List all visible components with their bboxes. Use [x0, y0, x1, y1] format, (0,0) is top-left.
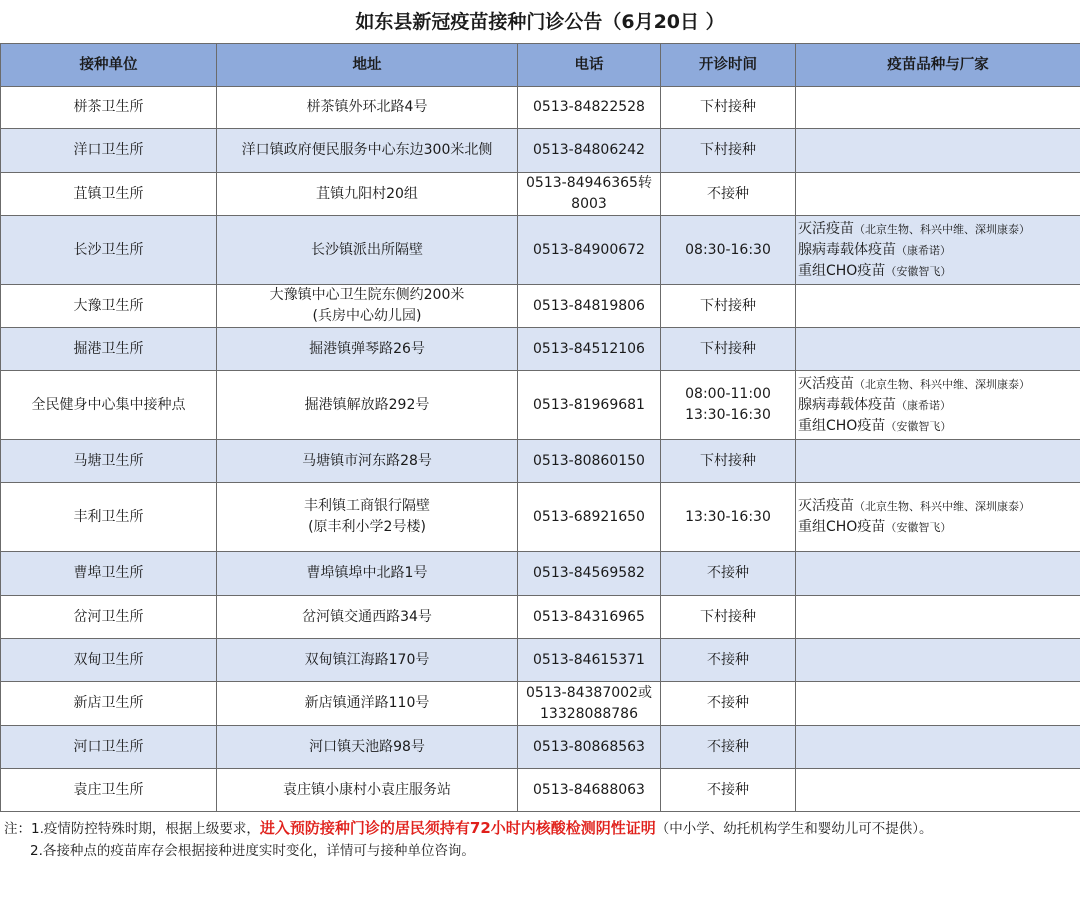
cell-phone — [518, 440, 661, 483]
vaccine-name: 重组CHO疫苗 — [798, 262, 886, 279]
cell-address — [217, 769, 518, 812]
cell-unit: 栟茶卫生所 — [1, 87, 217, 129]
table-body — [1, 87, 1080, 812]
cell-address — [217, 216, 518, 285]
hours-line: 08:00-11:00 — [685, 386, 771, 402]
cell-address — [217, 328, 518, 371]
address-line: 河口镇天池路98号 — [309, 738, 425, 755]
phone-line: 0513-84900672 — [533, 241, 645, 258]
hours-line: 13:30-16:30 — [685, 508, 771, 525]
table-row — [1, 726, 1080, 769]
cell-unit: 掘港卫生所 — [1, 328, 217, 371]
header-vaccine: 疫苗品种与厂家 — [796, 44, 1080, 87]
address-line: 双甸镇江海路170号 — [304, 651, 430, 668]
vaccine-name: 灭活疫苗 — [798, 220, 854, 237]
cell-vaccine — [796, 371, 1080, 440]
cell-vaccine — [796, 483, 1080, 552]
cell-hours — [661, 371, 796, 440]
phone-line: 0513-84569582 — [533, 565, 645, 581]
cell-address — [217, 726, 518, 769]
cell-unit: 双甸卫生所 — [1, 639, 217, 682]
cell-phone — [518, 552, 661, 596]
hours-line: 不接种 — [707, 781, 749, 798]
cell-vaccine — [796, 87, 1080, 129]
cell-phone — [518, 769, 661, 812]
cell-phone — [518, 328, 661, 371]
phone-line: 0513-81969681 — [533, 396, 645, 413]
vaccine-name: 重组CHO疫苗 — [798, 417, 886, 434]
hours-line: 不接种 — [707, 651, 749, 668]
cell-unit: 苴镇卫生所 — [1, 173, 217, 216]
address-line: 曹埠镇埠中北路1号 — [306, 565, 428, 581]
cell-hours — [661, 639, 796, 682]
hours-line: 下村接种 — [700, 452, 756, 469]
vaccine-manufacturer: （北京生物、科兴中维、深圳康泰） — [854, 500, 1030, 513]
cell-unit: 袁庄卫生所 — [1, 769, 217, 812]
hours-line: 13:30-16:30 — [685, 407, 771, 423]
cell-hours — [661, 483, 796, 552]
note-1-suffix: （中小学、幼托机构学生和婴幼儿可不提供）。 — [655, 821, 933, 837]
header-hours: 开诊时间 — [661, 44, 796, 87]
address-line: (原丰利小学2号楼) — [308, 519, 426, 535]
address-line: 丰利镇工商银行隔壁 — [304, 498, 430, 514]
vaccine-name: 重组CHO疫苗 — [798, 519, 886, 535]
cell-hours — [661, 285, 796, 328]
vaccine-name: 灭活疫苗 — [798, 498, 854, 514]
hours-line: 不接种 — [707, 185, 749, 202]
cell-hours — [661, 596, 796, 639]
cell-vaccine — [796, 682, 1080, 726]
address-line: 掘港镇弹琴路26号 — [309, 340, 425, 357]
phone-line: 0513-68921650 — [533, 508, 645, 525]
cell-address — [217, 87, 518, 129]
table-row — [1, 371, 1080, 440]
cell-hours — [661, 552, 796, 596]
cell-vaccine — [796, 129, 1080, 173]
note-line-1 — [4, 817, 933, 840]
cell-unit: 曹埠卫生所 — [1, 552, 217, 596]
header-address: 地址 — [217, 44, 518, 87]
table-row — [1, 552, 1080, 596]
cell-unit: 新店卫生所 — [1, 682, 217, 726]
cell-hours — [661, 682, 796, 726]
cell-address — [217, 596, 518, 639]
table-row — [1, 440, 1080, 483]
phone-line: 0513-80868563 — [533, 738, 645, 755]
phone-line: 8003 — [571, 196, 607, 212]
address-line: 大豫镇中心卫生院东侧约200米 — [269, 287, 465, 303]
cell-unit: 丰利卫生所 — [1, 483, 217, 552]
note-line-2: 2.各接种点的疫苗库存会根据接种进度实时变化，详情可与接种单位咨询。 — [30, 843, 475, 859]
cell-vaccine — [796, 173, 1080, 216]
cell-unit: 岔河卫生所 — [1, 596, 217, 639]
cell-hours — [661, 87, 796, 129]
table-row — [1, 639, 1080, 682]
vaccine-name: 腺病毒载体疫苗 — [798, 241, 896, 258]
table-row — [1, 285, 1080, 328]
hours-line: 不接种 — [707, 695, 749, 711]
phone-line: 0513-84387002或 — [526, 684, 652, 701]
cell-unit: 河口卫生所 — [1, 726, 217, 769]
cell-vaccine — [796, 639, 1080, 682]
note-1-highlight: 进入预防接种门诊的居民须持有72小时内核酸检测阴性证明 — [259, 819, 656, 837]
hours-line: 不接种 — [707, 738, 749, 755]
cell-hours — [661, 129, 796, 173]
header-phone: 电话 — [518, 44, 661, 87]
table-row — [1, 87, 1080, 129]
table-row — [1, 129, 1080, 173]
table-row — [1, 596, 1080, 639]
cell-address — [217, 371, 518, 440]
cell-hours — [661, 440, 796, 483]
phone-line: 0513-84806242 — [533, 142, 645, 158]
vaccine-manufacturer: （北京生物、科兴中维、深圳康泰） — [854, 222, 1030, 236]
table-row — [1, 216, 1080, 285]
address-line: 袁庄镇小康村小袁庄服务站 — [283, 781, 451, 798]
cell-phone — [518, 87, 661, 129]
vaccine-manufacturer: （康希诺） — [896, 243, 951, 257]
vaccine-manufacturer: （康希诺） — [896, 398, 951, 412]
cell-phone — [518, 682, 661, 726]
cell-vaccine — [796, 216, 1080, 285]
note-1-prefix: 注：1.疫情防控特殊时期，根据上级要求， — [4, 821, 260, 837]
page-title: 如东县新冠疫苗接种门诊公告（6月20日 ） — [355, 11, 725, 33]
cell-vaccine — [796, 552, 1080, 596]
hours-line: 下村接种 — [700, 340, 756, 357]
cell-address — [217, 639, 518, 682]
cell-phone — [518, 371, 661, 440]
cell-vaccine — [796, 726, 1080, 769]
address-line: 岔河镇交通西路34号 — [302, 608, 432, 625]
cell-phone — [518, 129, 661, 173]
phone-line: 0513-84946365转 — [526, 175, 652, 191]
clinic-table — [0, 43, 1080, 812]
cell-address — [217, 552, 518, 596]
cell-unit: 大豫卫生所 — [1, 285, 217, 328]
address-line: 马塘镇市河东路28号 — [302, 452, 432, 469]
address-line: 洋口镇政府便民服务中心东边300米北侧 — [241, 142, 493, 158]
hours-line: 下村接种 — [700, 99, 756, 115]
vaccine-manufacturer: （安徽智飞） — [885, 521, 952, 534]
vaccine-manufacturer: （安徽智飞） — [885, 419, 952, 433]
address-line: 苴镇九阳村20组 — [316, 185, 418, 202]
phone-line: 0513-84316965 — [533, 608, 645, 625]
vaccine-manufacturer: （安徽智飞） — [885, 264, 952, 278]
hours-line: 下村接种 — [700, 608, 756, 625]
hours-line: 下村接种 — [700, 297, 756, 314]
cell-unit: 洋口卫生所 — [1, 129, 217, 173]
phone-line: 0513-84512106 — [533, 340, 645, 357]
hours-line: 下村接种 — [700, 142, 756, 158]
table-row — [1, 483, 1080, 552]
table-row — [1, 769, 1080, 812]
cell-vaccine — [796, 328, 1080, 371]
cell-phone — [518, 483, 661, 552]
cell-vaccine — [796, 596, 1080, 639]
cell-address — [217, 129, 518, 173]
cell-address — [217, 173, 518, 216]
cell-vaccine — [796, 769, 1080, 812]
cell-phone — [518, 726, 661, 769]
cell-unit: 马塘卫生所 — [1, 440, 217, 483]
phone-line: 0513-84615371 — [533, 651, 645, 668]
phone-line: 0513-80860150 — [533, 452, 645, 469]
address-line: 新店镇通洋路110号 — [304, 695, 430, 711]
phone-line: 0513-84819806 — [533, 297, 645, 314]
table-header-row — [1, 44, 1080, 87]
vaccine-name: 灭活疫苗 — [798, 375, 854, 392]
phone-line: 13328088786 — [540, 705, 638, 722]
table-row — [1, 173, 1080, 216]
cell-hours — [661, 173, 796, 216]
cell-phone — [518, 639, 661, 682]
cell-vaccine — [796, 440, 1080, 483]
cell-phone — [518, 173, 661, 216]
header-unit: 接种单位 — [1, 44, 217, 87]
hours-line: 08:30-16:30 — [685, 241, 771, 258]
cell-unit: 全民健身中心集中接种点 — [1, 371, 217, 440]
cell-address — [217, 483, 518, 552]
cell-phone — [518, 285, 661, 328]
address-line: 长沙镇派出所隔壁 — [311, 241, 423, 258]
address-line: 掘港镇解放路292号 — [304, 396, 430, 413]
cell-hours — [661, 726, 796, 769]
vaccine-name: 腺病毒载体疫苗 — [798, 396, 896, 413]
cell-phone — [518, 216, 661, 285]
cell-vaccine — [796, 285, 1080, 328]
cell-hours — [661, 328, 796, 371]
cell-address — [217, 682, 518, 726]
hours-line: 不接种 — [707, 565, 749, 581]
cell-address — [217, 285, 518, 328]
cell-phone — [518, 596, 661, 639]
vaccine-manufacturer: （北京生物、科兴中维、深圳康泰） — [854, 377, 1030, 391]
cell-hours — [661, 216, 796, 285]
cell-address — [217, 440, 518, 483]
address-line: 栟茶镇外环北路4号 — [306, 99, 428, 115]
phone-line: 0513-84688063 — [533, 781, 645, 798]
table-row — [1, 682, 1080, 726]
address-line: (兵房中心幼儿园) — [312, 308, 422, 324]
phone-line: 0513-84822528 — [533, 99, 645, 115]
table-row — [1, 328, 1080, 371]
cell-unit: 长沙卫生所 — [1, 216, 217, 285]
cell-hours — [661, 769, 796, 812]
